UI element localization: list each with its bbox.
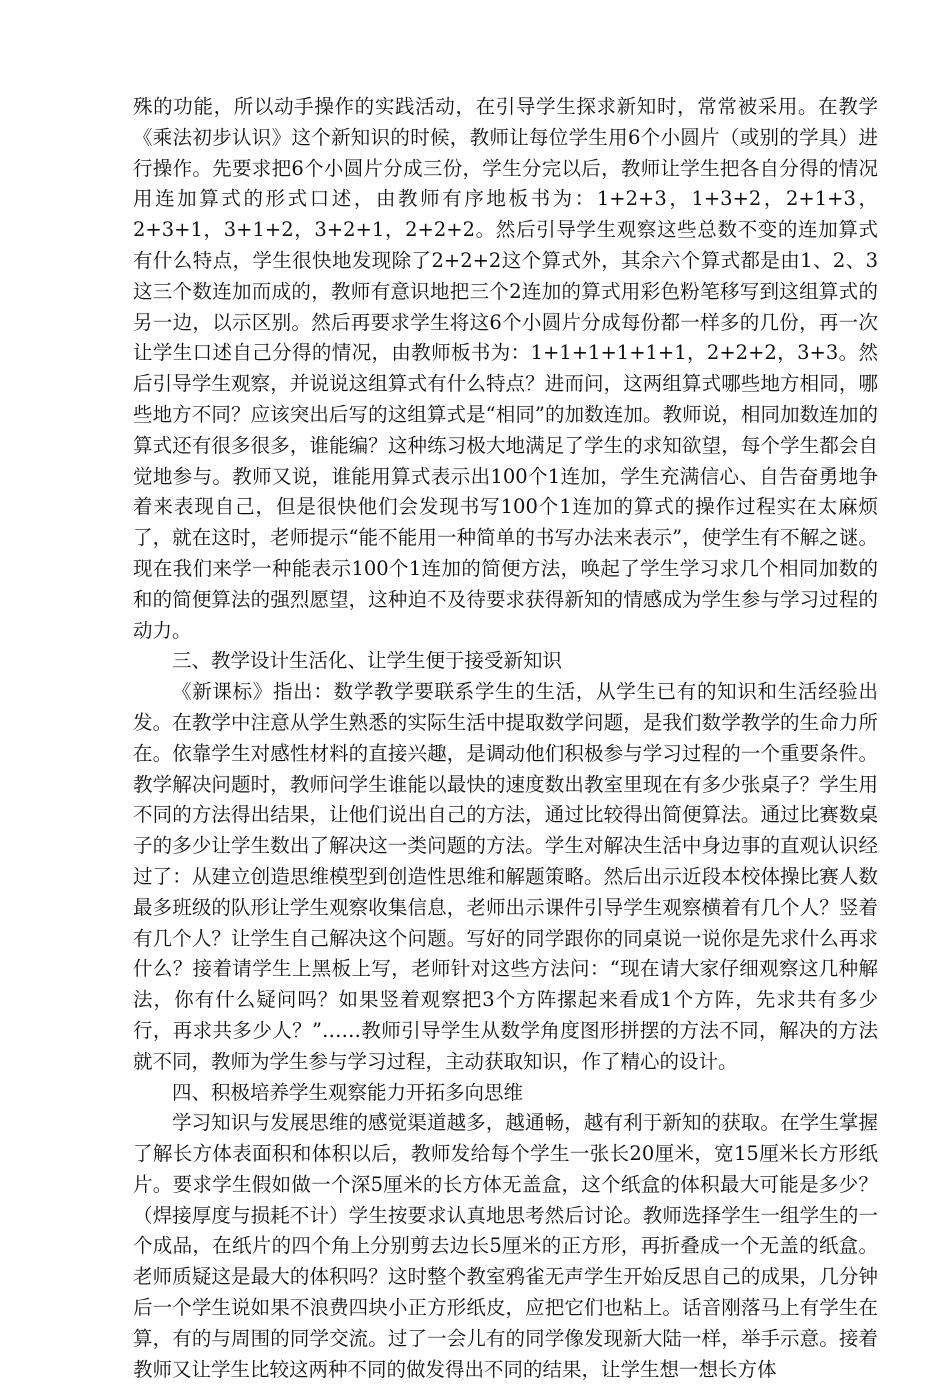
body-paragraph-section-4: 学习知识与发展思维的感觉渠道越多，越通畅，越有利于新知的获取。在学生掌握了解长方体表面积和体积以后，教师发给每个学生一张长20厘米，宽15厘米长方形纸片。要求学生假如做一个深5厘米的长方体无盖盒，这个纸盒的体积最大可能是多少？（焊接厚度与损耗不计）学生按要求认真地思考然后讨论。教师选择学生一组学生的一个成品，在纸片的四个角上分别剪去边长5厘米的正方形，再折叠成一个无盖的纸盒。老师质疑这是最大的体积吗？这时整个教室鸦雀无声学生开始反思自己的成果，几分钟后一个学生说如果不浪费四块小正方形纸皮，应把它们也粘上。话音刚落马上有学生在算，有的与周围的同学交流。过了一会儿有的同学像发现新大陆一样，举手示意。接着教师又让学生比较这两种不同的做发得出不同的结果，让学生想一想长方体 [133, 1111, 878, 1381]
body-paragraph-section-3: 《新课标》指出：数学教学要联系学生的生活，从学生已有的知识和生活经验出发。在教学中注意从学生熟悉的实际生活中提取数学问题，是我们数学教学的生命力所在。依靠学生对感性材料的直接兴趣，是调动他们积极参与学习过程的一个重要条件。教学解决问题时，教师问学生谁能以最快的速度数出教室里现在有多少张桌子？学生用不同的方法得出结果，让他们说出自己的方法，通过比较得出简便算法。通过比赛数桌子的多少让学生数出了解决这一类问题的方法。学生对解决生活中身边事的直观认识经过了：从建立创造思维模型到创造性思维和解题策略。然后出示近段本校体操比赛人数最多班级的队形让学生观察收集信息，老师出示课件引导学生观察横着有几个人？竖着有几个人？让学生自己解决这个问题。写好的同学跟你的同桌说一说你是先求什么再求什么？接着请学生上黑板上写，老师针对这些方法问：“现在请大家仔细观察这几种解法，你有什么疑问吗？如果竖着观察把3个方阵摞起来看成1个方阵，先求共有多少行，再求共多少人？”……教师引导学生从数学角度图形拼摆的方法不同，解决的方法就不同，教师为学生参与学习过程，主动获取知识，作了精心的设计。 [133, 680, 878, 1073]
section-heading-4: 四、积极培养学生观察能力开拓多向思维 [172, 1080, 524, 1104]
document-page [133, 92, 878, 1385]
section-heading-3: 三、教学设计生活化、让学生便于接受新知识 [172, 649, 563, 673]
body-paragraph-continued: 殊的功能，所以动手操作的实践活动，在引导学生探求新知时，常常被采用。在教学《乘法初步认识》这个新知识的时候，教师让每位学生用6个小圆片（或别的学具）进行操作。先要求把6个小圆片分成三份，学生分完以后，教师让学生把各自分得的情况用连加算式的形式口述，由教师有序地板书为：1+2+3，1+3+2，2+1+3，2+3+1，3+1+2，3+2+1，2+2+2。然后引导学生观察这些总数不变的连加算式有什么特点，学生很快地发现除了2+2+2这个算式外，其余六个算式都是由1、2、3这三个数连加而成的，教师有意识地把三个2连加的算式用彩色粉笔移写到这组算式的另一边，以示区别。然后再要求学生将这6个小圆片分成每份都一样多的几份，再一次让学生口述自己分得的情况，由教师板书为：1+1+1+1+1+1，2+2+2，3+3。然后引导学生观察，并说说这组算式有什么特点？进而问，这两组算式哪些地方相同，哪些地方不同？应该突出后写的这组算式是“相同”的加数连加。教师说，相同加数连加的算式还有很多很多，谁能编？这种练习极大地满足了学生的求知欲望，每个学生都会自觉地参与。教师又说，谁能用算式表示出100个1连加，学生充满信心、自告奋勇地争着来表现自己，但是很快他们会发现书写100个1连加的算式的操作过程实在太麻烦了，就在这时，老师提示“能不能用一种简单的书写办法来表示”，使学生有不解之谜。现在我们来学一种能表示100个1连加的简便方法，唤起了学生学习求几个相同加数的和的简便算法的强烈愿望，这种迫不及待要求获得新知的情感成为学生参与学习过程的动力。 [133, 95, 878, 642]
